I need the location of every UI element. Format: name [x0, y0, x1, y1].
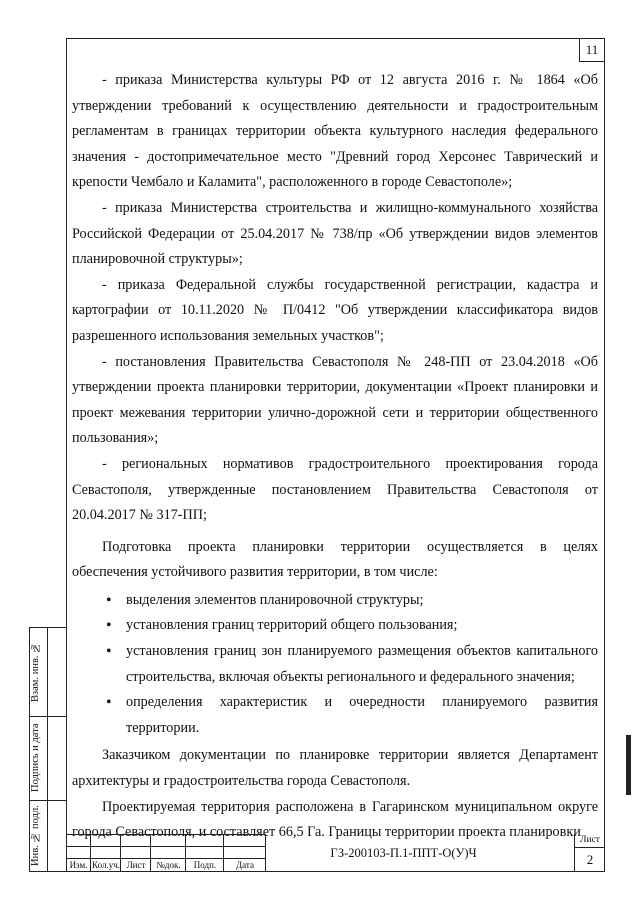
paragraph: - приказа Министерства культуры РФ от 12 августа 2016 г. № 1864 «Об утверждении требований к осуществлению деятельности и градостроительным регламентам в границах территории объекта культурного наследия федерального значения - достопримечательное место "Древний город Херсонес Таврический и крепости Чембало и Каламита", расположенного в городе Севастополе»; — [72, 72, 598, 191]
paragraph: Проектируемая территория расположена в Гагаринском муниципальном округе города Севастополя, и составляет 66,5 Га. Границы территории проекта планировки — [72, 798, 598, 841]
stamp-header: Изм. — [69, 860, 88, 870]
page-number: 11 — [579, 39, 604, 62]
stamp-header: Кол.уч. — [92, 860, 120, 870]
document-body — [72, 68, 598, 846]
paragraph: - приказа Министерства строительства и жилищно-коммунального хозяйства Российской Федерации от 25.04.2017 № 738/пр «Об утверждении видов элементов планировочной структуры»; — [72, 199, 598, 268]
side-stamp — [29, 627, 67, 872]
paragraph: Подготовка проекта планировки территории осуществляется в целях обеспечения устойчивого развития территории, в том числе: — [72, 538, 598, 581]
side-label-podpis: Подпись и дата — [30, 723, 41, 793]
side-label-inv: Инв. № подл. — [30, 805, 41, 867]
stamp-header: Дата — [236, 860, 254, 870]
list-item: • выделения элементов планировочной структуры; — [72, 588, 598, 614]
stamp-header: Подп. — [193, 860, 217, 870]
stamp-header: №док. — [156, 860, 181, 870]
paragraph: - региональных нормативов градостроительного проектирования города Севастополя, утвержденные постановлением Правительства Севастополя от 20.04.2017 № 317-ПП; — [72, 455, 598, 524]
bullet-list — [72, 588, 598, 742]
document-code: ГЗ-200103-П.1-ППТ-О(У)Ч — [330, 846, 477, 860]
sheet-label: Лист — [580, 835, 600, 845]
paragraph: Заказчиком документации по планировке территории является Департамент архитектуры и градостроительства города Севастополя. — [72, 747, 598, 790]
stamp-header: Лист — [126, 860, 146, 870]
scan-artifact — [626, 735, 631, 795]
title-block — [66, 834, 605, 872]
sheet-number: 2 — [586, 852, 594, 867]
paragraph: - постановления Правительства Севастополя № 248-ПП от 23.04.2018 «Об утверждении проекта планировки территории, документации «Проект планировки и проект межевания территории улично-дорожной сети и территории общественного пользования»; — [72, 353, 598, 447]
list-item: • установления границ зон планируемого размещения объектов капитального строительства, включая объекты регионального и федерального значения; — [72, 639, 598, 690]
paragraph: - приказа Федеральной службы государственной регистрации, кадастра и картографии от 10.11.2020 № П/0412 "Об утверждении классификатора видов разрешенного использования земельных участков"; — [72, 276, 598, 344]
list-item: • установления границ территорий общего пользования; — [72, 613, 598, 639]
side-label-vzam: Взам. инв. № — [30, 641, 41, 703]
list-item: • определения характеристик и очередности планируемого развития территории. — [72, 690, 598, 741]
